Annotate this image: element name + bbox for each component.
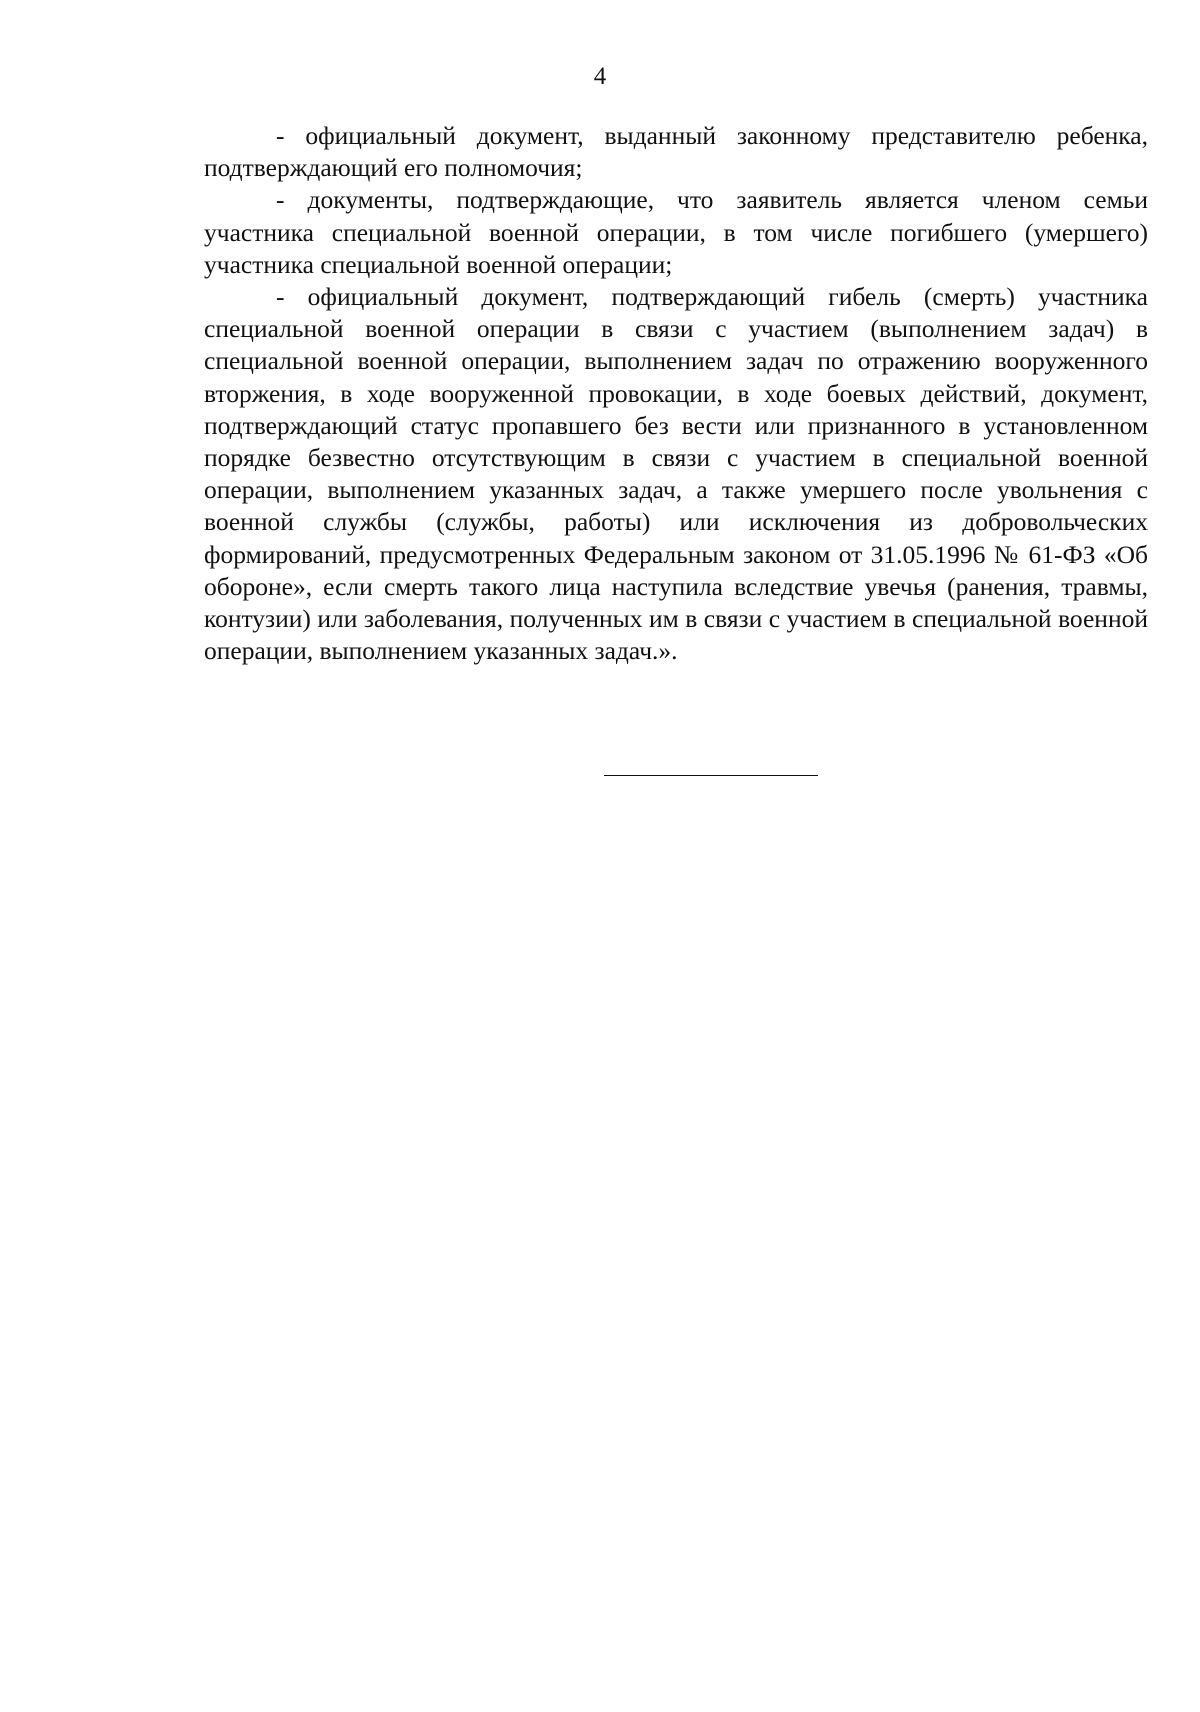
paragraph-guardian-document: - официальный документ, выданный законному представителю ребенка, подтверждающий его полномочия; — [204, 121, 1148, 183]
paragraph-family-member-documents: - документы, подтверждающие, что заявитель является членом семьи участника специальной военной операции, в том числе погибшего (умершего) участника специальной военной операции; — [204, 185, 1148, 279]
paragraph-death-confirmation-document: - официальный документ, подтверждающий гибель (смерть) участника специальной военной операции в связи с участием (выполнением задач) в специальной военной операции, выполнением задач по отражению вооруженного вторжения, в ходе вооруженной провокации, в ходе боевых действий, документ, подтверждающий статус пропавшего без вести или признанного в установленном порядке безвестно отсутствующим в связи с участием в специальной военной операции, выполнением указанных задач, а также умершего после увольнения с военной службы (службы, работы) или исключения из добровольческих формирований, предусмотренных Федеральным законом от 31.05.1996 № 61-ФЗ «Об обороне», если смерть такого лица наступила вследствие увечья (ранения, травмы, контузии) или заболевания, полученных им в связи с участием в специальной военной операции, выполнением указанных задач.». — [204, 282, 1148, 666]
page-number: 4 — [593, 63, 607, 90]
end-separator-line — [604, 775, 818, 776]
document-body — [204, 120, 1148, 667]
